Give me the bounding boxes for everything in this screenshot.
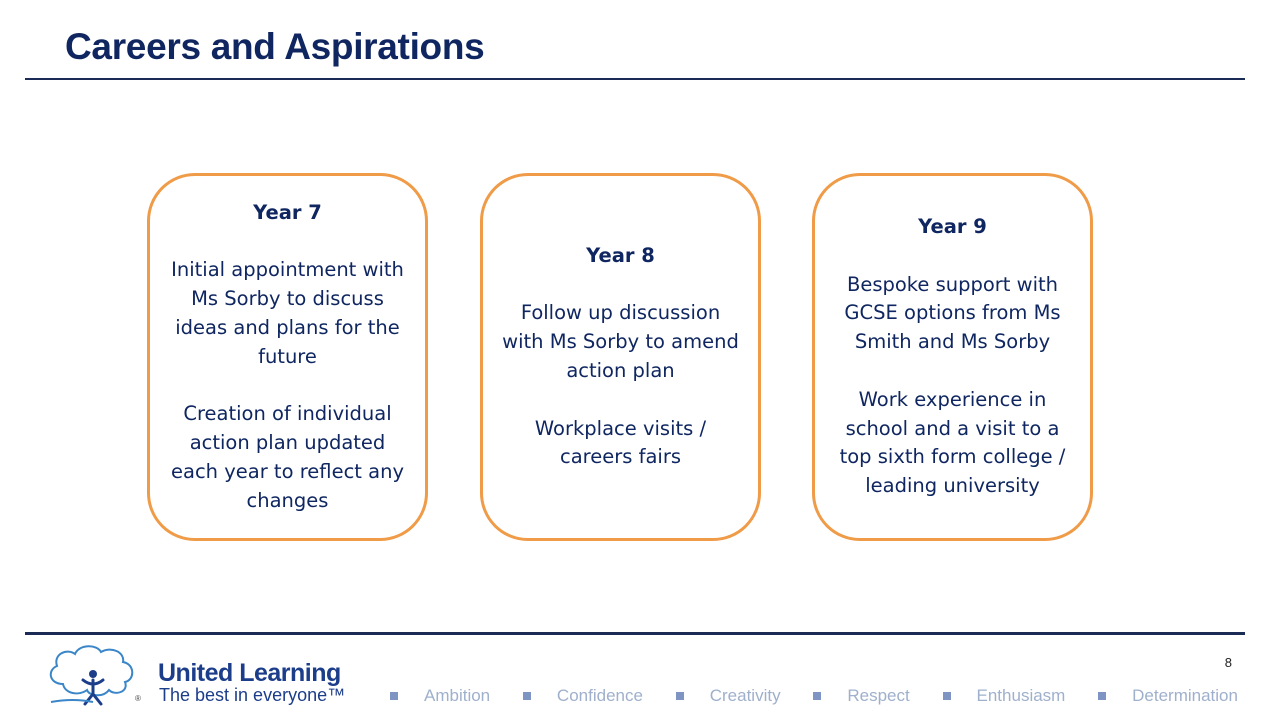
value-item <box>676 686 781 706</box>
value-label: Ambition <box>424 686 491 705</box>
year-7-card <box>147 173 428 541</box>
bullet-square-icon <box>813 692 821 700</box>
value-label: Determination <box>1132 686 1238 705</box>
bullet-square-icon <box>1098 692 1106 700</box>
card-heading: Year 8 <box>586 243 655 267</box>
card-paragraph: Workplace visits / careers fairs <box>534 416 707 469</box>
united-learning-logo <box>45 644 365 714</box>
card-paragraph: Bespoke support with GCSE options from Ms Smith and Ms Sorby <box>844 272 1061 354</box>
school-values <box>390 686 1238 706</box>
value-item <box>1098 686 1238 706</box>
year-8-card <box>480 173 761 541</box>
year-9-card <box>812 173 1093 541</box>
value-label: Confidence <box>556 686 643 705</box>
footer-divider <box>25 632 1245 635</box>
bullet-square-icon <box>676 692 684 700</box>
value-item <box>523 686 643 706</box>
card-paragraph: Creation of individual action plan updated each year to reflect any changes <box>171 402 404 512</box>
page-number: 8 <box>1224 655 1232 670</box>
title-divider <box>25 78 1245 80</box>
value-item <box>813 686 909 706</box>
bullet-square-icon <box>390 692 398 700</box>
bullet-square-icon <box>523 692 531 700</box>
registered-mark: ® <box>135 694 141 703</box>
card-paragraph: Follow up discussion with Ms Sorby to amend action plan <box>502 301 739 382</box>
bullet-square-icon <box>943 692 951 700</box>
value-label: Enthusiasm <box>976 686 1066 705</box>
value-item <box>390 686 490 706</box>
value-item <box>943 686 1066 706</box>
logo-tagline: The best in everyone™ <box>159 685 346 705</box>
card-heading: Year 9 <box>918 215 987 239</box>
logo-name: United Learning <box>158 659 341 687</box>
card-heading: Year 7 <box>253 200 322 224</box>
value-label: Creativity <box>709 686 781 705</box>
value-label: Respect <box>847 686 910 705</box>
card-paragraph: Work experience in school and a visit to a top sixth form college / leading university <box>839 387 1066 498</box>
card-paragraph: Initial appointment with Ms Sorby to discuss ideas and plans for the future <box>171 258 404 368</box>
slide-title: Careers and Aspirations <box>65 26 485 67</box>
